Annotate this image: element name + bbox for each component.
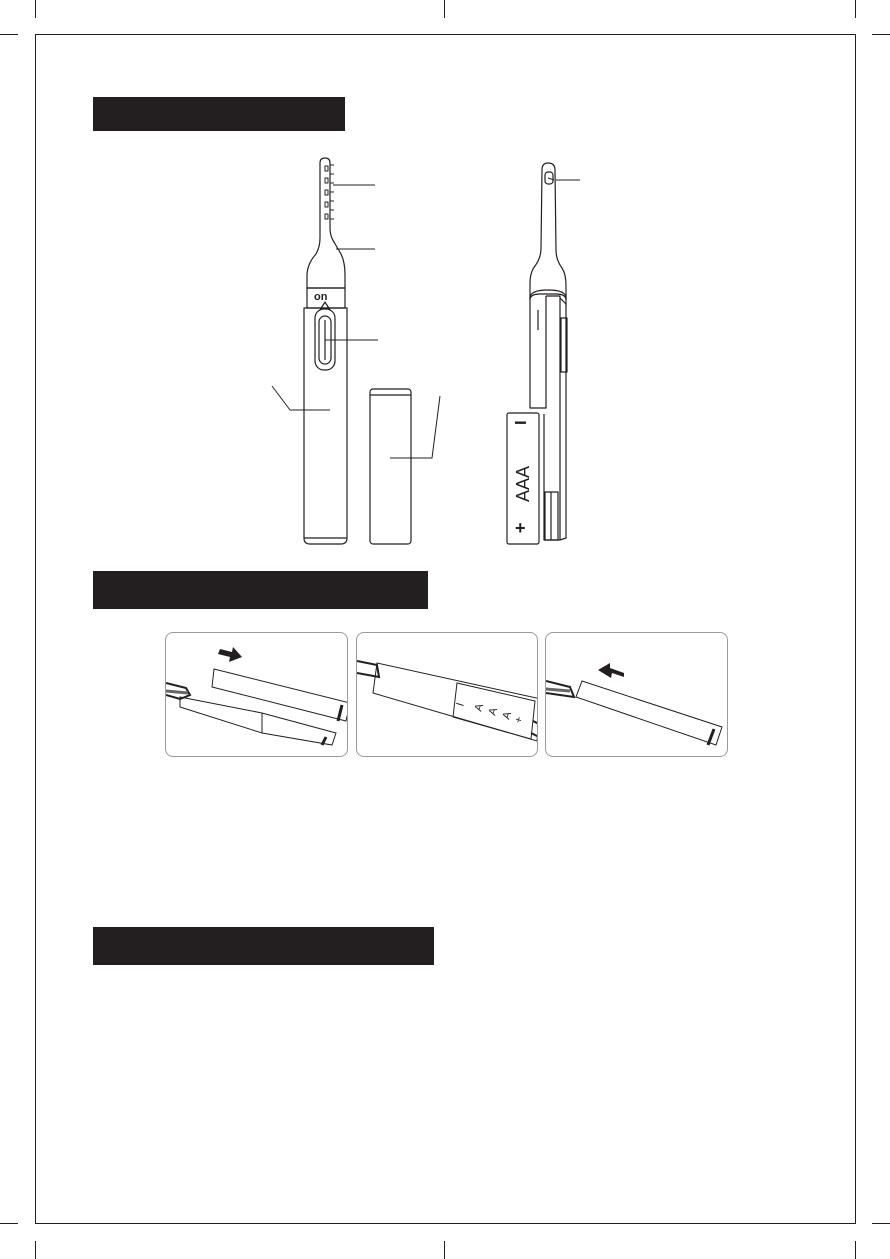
step-panel-1 (165, 632, 348, 757)
crop-mark (872, 1223, 890, 1224)
section-heading-battery (93, 571, 428, 609)
step-panel-2 (356, 632, 538, 757)
crop-mark (35, 1241, 36, 1259)
step2-battery-char: A (486, 706, 501, 717)
step2-battery-minus: I (454, 701, 467, 708)
step2-battery-char: A (500, 710, 515, 721)
crop-mark (855, 1241, 856, 1259)
arrow-right-icon (218, 647, 242, 662)
step2-battery-char: A (472, 702, 487, 713)
product-diagram (0, 0, 890, 560)
section-heading-usage-text (93, 936, 103, 952)
section-heading-battery-text (93, 580, 103, 596)
battery-minus: − (514, 410, 527, 435)
arrow-left-icon (598, 663, 624, 678)
step2-battery-plus: + (512, 715, 526, 725)
comb-head (307, 158, 345, 288)
crop-mark (0, 1223, 18, 1224)
power-switch (315, 302, 335, 370)
side-view (530, 163, 580, 540)
step-panel-3 (545, 632, 728, 757)
crop-mark (444, 1241, 445, 1259)
switch-on-label: on (314, 291, 328, 303)
battery-cover (370, 389, 411, 544)
battery-plus: + (515, 518, 526, 538)
section-heading-usage (93, 927, 434, 965)
battery-label: AAA (513, 465, 533, 502)
